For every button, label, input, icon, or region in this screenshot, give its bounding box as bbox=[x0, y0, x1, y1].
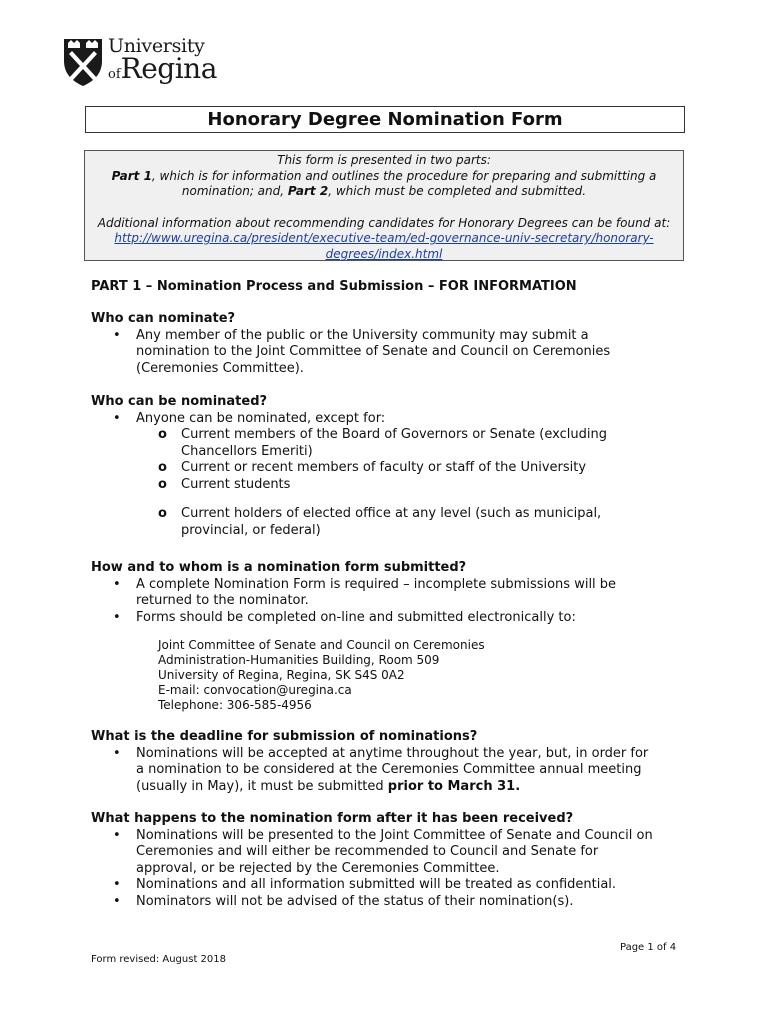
list-item: • A complete Nomination Form is required – incomplete submissions will be returned to the nominator. bbox=[91, 577, 656, 610]
part2-text: , which must be completed and submitted. bbox=[328, 184, 587, 198]
list-item: • Nominators will not be advised of the status of their nomination(s). bbox=[91, 894, 661, 911]
address-line: Administration-Humanities Building, Room 509 bbox=[158, 653, 440, 667]
address-line: Joint Committee of Senate and Council on Ceremonies bbox=[158, 638, 485, 652]
after-received-section bbox=[91, 811, 661, 910]
sub-list-item: o Current members of the Board of Governors or Senate (excluding Chancellors Emeriti) bbox=[91, 427, 651, 460]
intro-box bbox=[84, 150, 684, 261]
form-title: Honorary Degree Nomination Form bbox=[85, 106, 685, 133]
who-can-nominate-heading: Who can nominate? bbox=[91, 311, 236, 326]
sub-list-item: o Current or recent members of faculty or staff of the University bbox=[91, 460, 651, 477]
who-can-be-nominated-heading: Who can be nominated? bbox=[91, 394, 268, 409]
additional-text: Additional information about recommending candidates for Honorary Degrees can be found at: bbox=[97, 215, 671, 230]
part1-text: , which is for information and outlines the procedure for preparing and submitting a nomination; and, bbox=[151, 168, 657, 198]
who-can-be-nominated-section bbox=[91, 394, 651, 539]
who-can-nominate-section bbox=[91, 311, 651, 377]
deadline-date: prior to March 31. bbox=[387, 778, 521, 794]
crest-shield-icon bbox=[62, 37, 104, 87]
address-line: University of Regina, Regina, SK S4S 0A2 bbox=[158, 668, 405, 682]
university-logo bbox=[62, 37, 222, 87]
part1-heading: PART 1 – Nomination Process and Submission – FOR INFORMATION bbox=[91, 279, 577, 294]
list-item: • Nominations and all information submitted will be treated as confidential. bbox=[91, 877, 661, 894]
sub-list-item: o Current students bbox=[91, 477, 651, 494]
intro-additional bbox=[89, 216, 679, 263]
part1-label: Part 1 bbox=[111, 168, 152, 183]
list-item: • Forms should be completed on-line and submitted electronically to: bbox=[91, 610, 656, 627]
intro-parts bbox=[89, 169, 679, 200]
logo-university-text: University bbox=[108, 35, 205, 57]
after-received-heading: What happens to the nomination form after it has been received? bbox=[91, 811, 574, 826]
list-item: • Any member of the public or the University community may submit a nomination to the Joint Committee of Senate and Council on Ceremonies (Ceremonies Committee). bbox=[91, 328, 651, 378]
list-item: • Nominations will be accepted at anytime throughout the year, but, in order for a nomination to be considered at the Ceremonies Committee annual meeting (usually in May), it must be submitted prior to March 31. bbox=[91, 746, 651, 796]
deadline-heading: What is the deadline for submission of nominations? bbox=[91, 729, 478, 744]
honorary-degrees-link[interactable]: http://www.uregina.ca/president/executive-team/ed-governance-univ-secretary/honorary-degrees/index.html bbox=[114, 231, 654, 261]
telephone-line: Telephone: 306-585-4956 bbox=[158, 698, 312, 712]
logo-regina-text: Regina bbox=[120, 52, 217, 85]
email-line: E-mail: convocation@uregina.ca bbox=[158, 683, 352, 697]
deadline-section bbox=[91, 729, 651, 795]
part2-label: Part 2 bbox=[287, 184, 329, 198]
intro-line1: This form is presented in two parts: bbox=[277, 153, 491, 167]
list-item: • Anyone can be nominated, except for: bbox=[91, 411, 651, 428]
sub-list-item: o Current holders of elected office at any level (such as municipal, provincial, or federal) bbox=[91, 506, 651, 539]
how-submit-section bbox=[91, 560, 656, 713]
page-number: Page 1 of 4 bbox=[620, 942, 677, 953]
list-item: • Nominations will be presented to the Joint Committee of Senate and Council on Ceremonies and will either be recommended to Council and Senate for approval, or be rejected by the Ceremonies Committee. bbox=[91, 828, 661, 878]
form-revised-date: Form revised: August 2018 bbox=[91, 954, 226, 965]
how-submit-heading: How and to whom is a nomination form submitted? bbox=[91, 560, 467, 575]
logo-of-text: of bbox=[108, 67, 121, 82]
